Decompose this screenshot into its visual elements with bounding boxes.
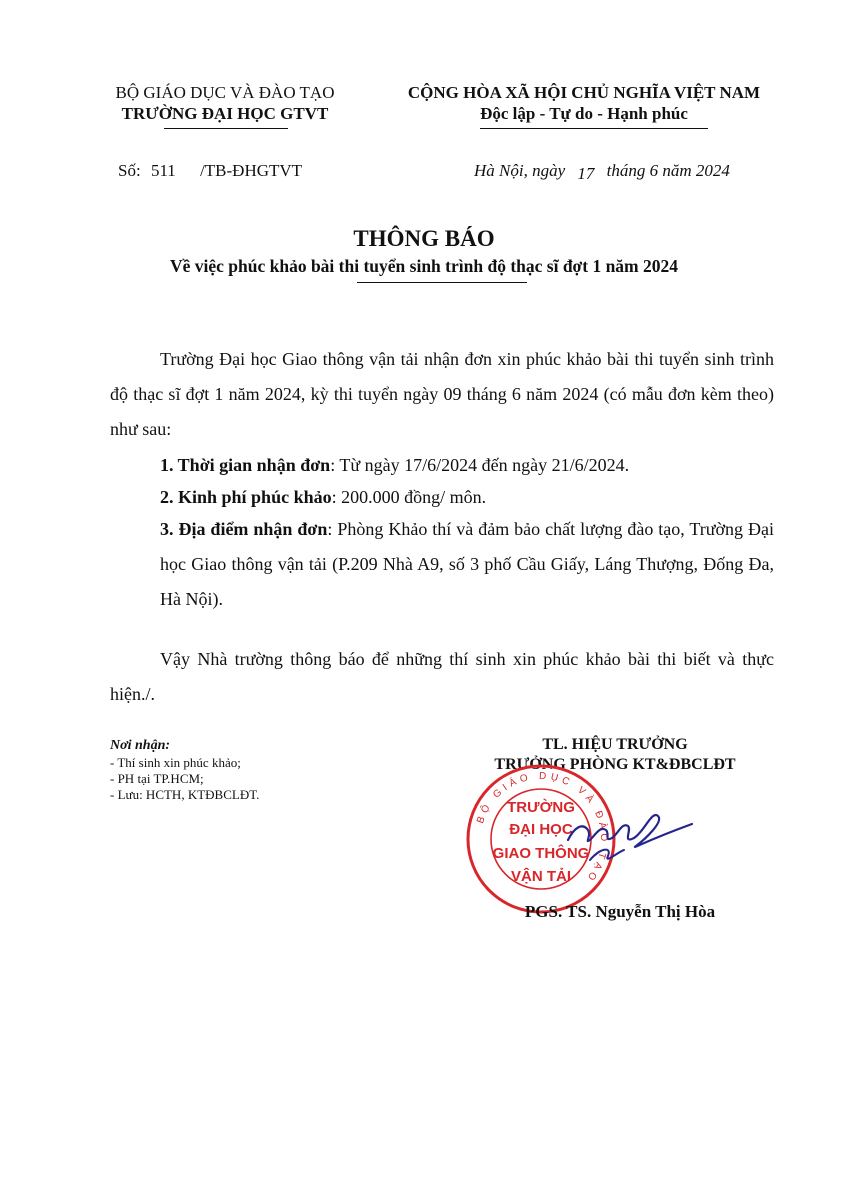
- signer-name: PGS. TS. Nguyễn Thị Hòa: [524, 902, 716, 921]
- seal-line-3: GIAO THÔNG: [492, 845, 590, 862]
- school-name: TRƯỜNG ĐẠI HỌC GTVT: [121, 104, 329, 123]
- ministry-name: BỘ GIÁO DỤC VÀ ĐÀO TẠO: [115, 83, 335, 102]
- item-label: 1. Thời gian nhận đơn: [160, 455, 331, 475]
- number-label: Số:: [118, 161, 141, 180]
- document-title: THÔNG BÁO: [353, 226, 495, 251]
- motto-underline: [480, 128, 708, 129]
- signature-position: TRƯỞNG PHÒNG KT&ĐBCLĐT: [494, 756, 736, 773]
- item-fee: [160, 480, 774, 515]
- document-date: [474, 161, 730, 181]
- recipient-item: - Lưu: HCTH, KTĐBCLĐT.: [110, 787, 260, 802]
- number-code: /TB-ĐHGTVT: [200, 161, 303, 180]
- nation-motto: Độc lập - Tự do - Hạnh phúc: [480, 104, 688, 123]
- seal-line-1: TRƯỜNG: [507, 799, 575, 816]
- document-subtitle: Về việc phúc khảo bài thi tuyển sinh trình độ thạc sĩ đợt 1 năm 2024: [169, 256, 679, 276]
- item-text: : Từ ngày 17/6/2024 đến ngày 21/6/2024.: [330, 455, 630, 475]
- date-day: 17: [577, 164, 595, 183]
- closing-paragraph: Vậy Nhà trường thông báo để những thí sinh xin phúc khảo bài thi biết và thực hiện./.: [110, 649, 774, 704]
- subtitle-underline: [357, 282, 527, 283]
- item-label: 2. Kinh phí phúc khảo: [160, 487, 332, 507]
- school-underline: [164, 128, 288, 129]
- seal-line-4: VẬN TẢI: [511, 868, 571, 885]
- recipient-item: - Thí sinh xin phúc khảo;: [110, 755, 241, 770]
- item-text: : Phòng Khảo thí và đảm bảo chất lượng đào tạo, Trường Đại học Giao thông vận tải (P.209 Nhà A9, số 3 phố Cầu Giấy, Láng Thượng, Đống Đa, Hà Nội).: [160, 519, 775, 609]
- item-location: [160, 512, 774, 617]
- signature-on-behalf: TL. HIỆU TRƯỞNG: [542, 736, 688, 753]
- recipient-item: - PH tại TP.HCM;: [110, 771, 204, 786]
- seal-ring-text: BỘ GIÁO DỤC VÀ ĐÀO TẠO: [475, 770, 610, 886]
- item-receiving-time: [160, 448, 774, 483]
- date-prefix: Hà Nội, ngày: [474, 161, 566, 180]
- recipients-block: [110, 737, 410, 803]
- recipients-heading: Nơi nhận:: [110, 738, 171, 753]
- document-number: [118, 161, 302, 181]
- nation-name: CỘNG HÒA XÃ HỘI CHỦ NGHĨA VIỆT NAM: [407, 83, 761, 102]
- seal-line-2: ĐẠI HỌC: [509, 821, 573, 838]
- number-value: 511: [150, 161, 176, 180]
- item-text: : 200.000 đồng/ môn.: [331, 487, 487, 507]
- intro-paragraph: Trường Đại học Giao thông vận tải nhận đơn xin phúc khảo bài thi tuyển sinh trình độ thạc sĩ đợt 1 năm 2024, kỳ thi tuyển ngày 09 tháng 6 năm 2024 (có mẫu đơn kèm theo) như sau:: [110, 349, 774, 439]
- item-label: 3. Địa điểm nhận đơn: [160, 519, 328, 539]
- handwritten-signature: [560, 800, 700, 872]
- date-month-year: tháng 6 năm 2024: [606, 161, 730, 180]
